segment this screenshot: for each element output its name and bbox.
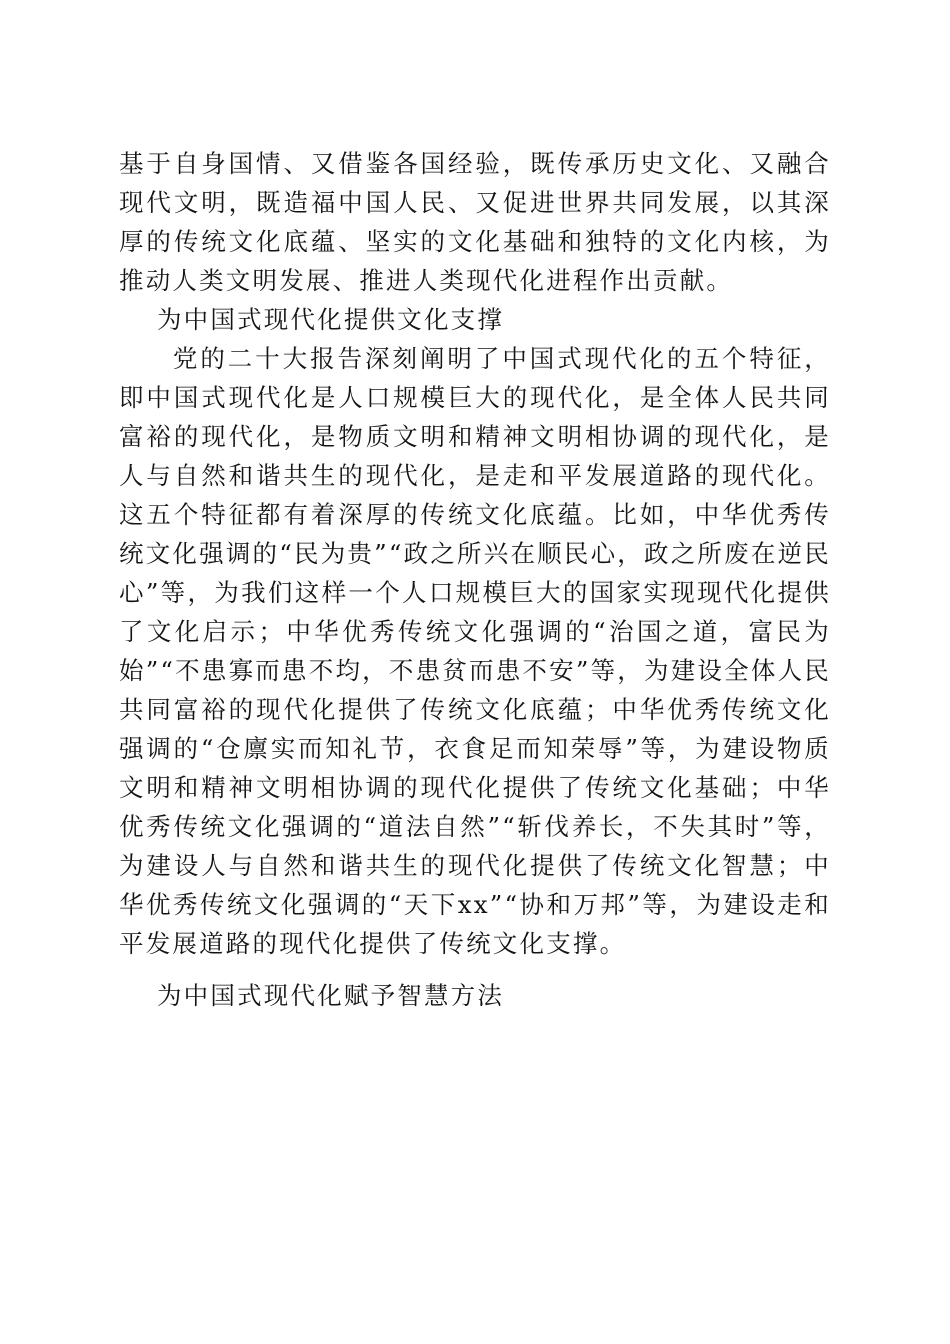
- section-heading-cultural-support: 为中国式现代化提供文化支撑: [156, 305, 505, 334]
- paragraph-spacer: [119, 963, 831, 976]
- paragraph-five-characteristics: 党的二十大报告深刻阐明了中国式现代化的五个特征，即中国式现代化是人口规模巨大的现代化，是全体人民共同富裕的现代化，是物质文明和精神文明相协调的现代化，是人与自然和谐共生的现代化，是走和平发展道路的现代化。这五个特征都有着深厚的传统文化底蕴。比如，中华优秀传统文化强调的“民为贵”“政之所兴在顺民心，政之所废在逆民心”等，为我们这样一个人口规模巨大的国家实现现代化提供了文化启示；中华优秀传统文化强调的“治国之道，富民为始”“不患寡而患不均，不患贫而患不安”等，为建设全体人民共同富裕的现代化提供了传统文化底蕴；中华优秀传统文化强调的“仓廪实而知礼节，衣食足而知荣辱”等，为建设物质文明和精神文明相协调的现代化提供了传统文化基础；中华优秀传统文化强调的“道法自然”“斩伐养长，不失其时”等，为建设人与自然和谐共生的现代化提供了传统文化智慧；中华优秀传统文化强调的“天下xx”“协和万邦”等，为建设走和平发展道路的现代化提供了传统文化支撑。: [119, 344, 831, 958]
- paragraph-continued-intro: 基于自身国情、又借鉴各国经验，既传承历史文化、又融合现代文明，既造福中国人民、又促进世界共同发展，以其深厚的传统文化底蕴、坚实的文化基础和独特的文化内核，为推动人类文明发展、推进人类现代化进程作出贡献。: [119, 149, 831, 295]
- section-heading-wisdom-methods: 为中国式现代化赋予智慧方法: [156, 981, 505, 1010]
- document-body: [119, 144, 831, 1015]
